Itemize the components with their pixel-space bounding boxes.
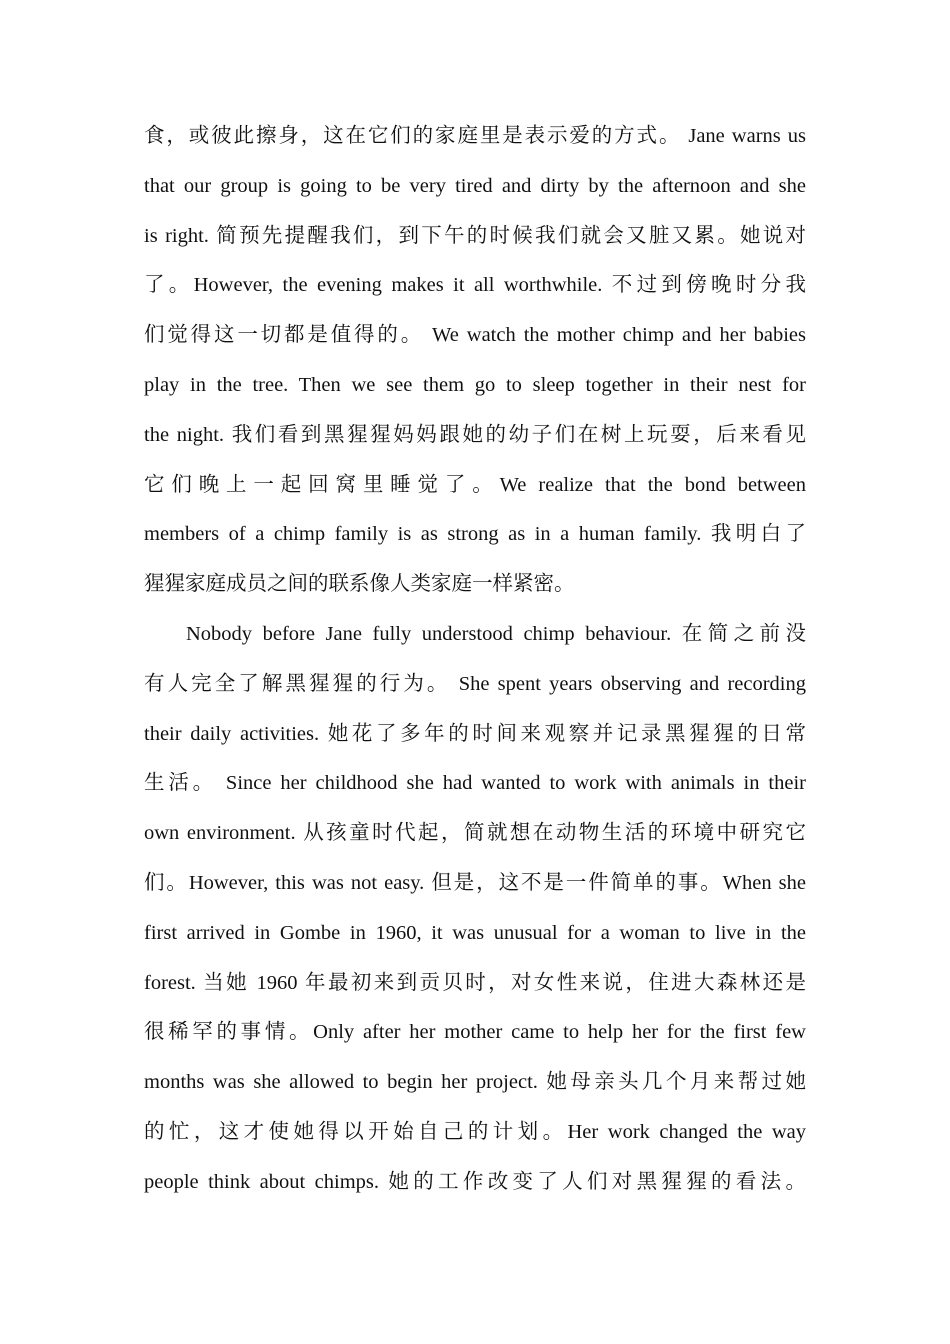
text-line: 的忙，这才使她得以开始自己的计划。Her work changed the way <box>144 1120 806 1143</box>
text-line: the night. 我们看到黑猩猩妈妈跟她的幼子们在树上玩耍，后来看见 <box>144 423 806 446</box>
text-line: own environment. 从孩童时代起，简就想在动物生活的环境中研究它 <box>144 822 806 845</box>
text-line: 有人完全了解黑猩猩的行为。 She spent years observing and recording <box>144 672 806 695</box>
text-line: first arrived in Gombe in 1960, it was unusual for a woman to live in the <box>144 921 806 944</box>
text-line: 们。However, this was not easy. 但是，这不是一件简单的事。When she <box>144 871 806 894</box>
text-line: 食，或彼此擦身，这在它们的家庭里是表示爱的方式。 Jane warns us <box>144 125 806 147</box>
text-line: their daily activities. 她花了多年的时间来观察并记录黑猩猩的日常 <box>144 722 806 745</box>
text-line: play in the tree. Then we see them go to sleep together in their nest for <box>144 373 806 396</box>
text-line: 很稀罕的事情。Only after her mother came to help her for the first few <box>144 1021 806 1044</box>
text-line: is right. 简预先提醒我们，到下午的时候我们就会又脏又累。她说对 <box>144 224 806 247</box>
text-line: people think about chimps. 她的工作改变了人们对黑猩猩的看法。 <box>144 1170 806 1193</box>
paragraph-start-line: Nobody before Jane fully understood chimp behaviour. 在简之前没 <box>186 622 806 645</box>
paragraph-end-line: 猩猩家庭成员之间的联系像人类家庭一样紧密。 <box>144 573 575 596</box>
text-line: that our group is going to be very tired and dirty by the afternoon and she <box>144 174 806 197</box>
text-line: 生活。 Since her childhood she had wanted to work with animals in their <box>144 772 806 795</box>
text-line: members of a chimp family is as strong as in a human family. 我明白了 <box>144 523 806 546</box>
text-line: 了。However, the evening makes it all worthwhile. 不过到傍晚时分我 <box>144 274 806 297</box>
text-line: 它们晚上一起回窝里睡觉了。We realize that the bond between <box>144 473 806 496</box>
text-line: months was she allowed to begin her project. 她母亲头几个月来帮过她 <box>144 1071 806 1094</box>
text-line: 们觉得这一切都是值得的。 We watch the mother chimp and her babies <box>144 324 806 347</box>
document-body <box>144 112 806 1208</box>
text-line: forest. 当她 1960 年最初来到贡贝时，对女性来说，住进大森林还是 <box>144 971 806 994</box>
